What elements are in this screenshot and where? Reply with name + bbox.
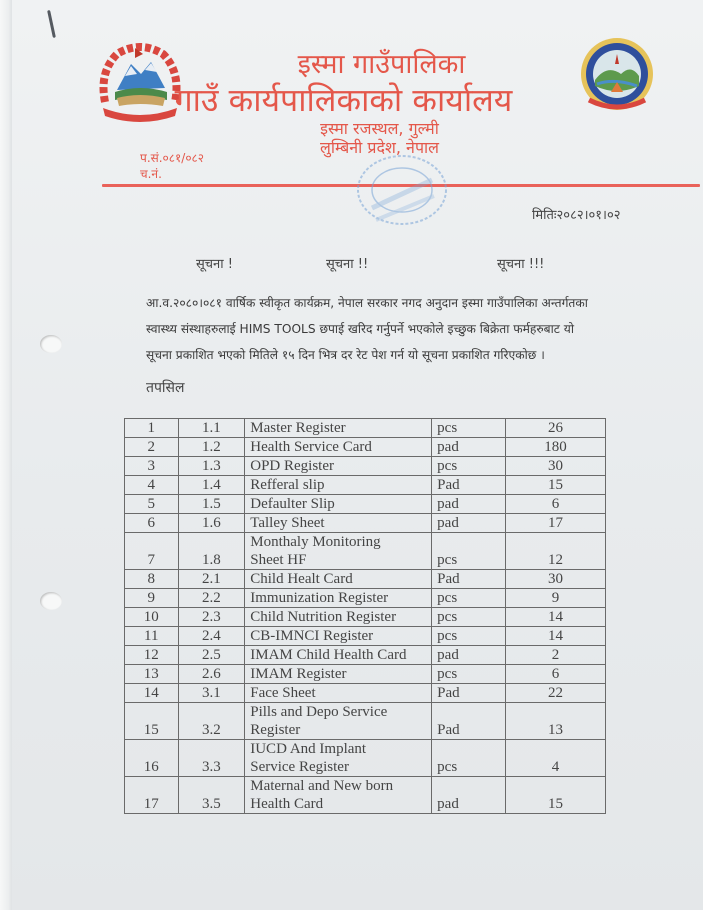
item-code-cell: 1.2 bbox=[178, 438, 245, 457]
quantity-cell: 30 bbox=[505, 457, 605, 476]
item-name-line: IMAM Register bbox=[250, 666, 347, 682]
unit-cell: pcs bbox=[432, 457, 506, 476]
item-code-cell: 3.1 bbox=[178, 684, 245, 703]
unit-cell: Pad bbox=[432, 703, 506, 740]
quantity-cell: 13 bbox=[505, 703, 605, 740]
quantity-cell: 6 bbox=[505, 495, 605, 514]
notice-body-line: सूचना प्रकाशित भएको मितिले १५ दिन भित्र दर रेट पेश गर्न यो सूचना प्रकाशित गरिएकोछ । bbox=[146, 348, 545, 362]
office-stamp-icon bbox=[352, 150, 452, 238]
annex-label: तपसिल bbox=[146, 380, 185, 396]
item-name-line: Child Healt Card bbox=[250, 571, 353, 587]
quantity-cell: 14 bbox=[505, 627, 605, 646]
unit-cell: pad bbox=[432, 777, 506, 814]
item-code-cell: 2.3 bbox=[178, 608, 245, 627]
table-row bbox=[125, 589, 606, 608]
item-name-cell bbox=[245, 438, 432, 457]
item-name-line: Talley Sheet bbox=[250, 515, 325, 531]
serial-number-cell: 12 bbox=[125, 646, 179, 665]
item-name-cell bbox=[245, 589, 432, 608]
item-name-line: Maternal and New born bbox=[250, 778, 394, 794]
item-name-cell bbox=[245, 703, 432, 740]
quantity-cell: 17 bbox=[505, 514, 605, 533]
item-name-cell bbox=[245, 646, 432, 665]
quantity-cell: 30 bbox=[505, 570, 605, 589]
item-name-cell bbox=[245, 495, 432, 514]
item-code-cell: 2.2 bbox=[178, 589, 245, 608]
unit-cell: pcs bbox=[432, 608, 506, 627]
serial-number-cell: 16 bbox=[125, 740, 179, 777]
table-row bbox=[125, 438, 606, 457]
table-row bbox=[125, 777, 606, 814]
serial-number-cell: 1 bbox=[125, 419, 179, 438]
item-code-cell: 2.5 bbox=[178, 646, 245, 665]
quantity-cell: 14 bbox=[505, 608, 605, 627]
unit-cell: pad bbox=[432, 495, 506, 514]
serial-number-cell: 11 bbox=[125, 627, 179, 646]
table-row bbox=[125, 627, 606, 646]
unit-cell: pcs bbox=[432, 740, 506, 777]
table-row bbox=[125, 684, 606, 703]
item-name-line: Health Service Card bbox=[250, 439, 372, 455]
item-code-cell: 3.2 bbox=[178, 703, 245, 740]
item-name-cell bbox=[245, 627, 432, 646]
item-name-cell bbox=[245, 457, 432, 476]
item-code-cell: 1.1 bbox=[178, 419, 245, 438]
table-row bbox=[125, 570, 606, 589]
unit-cell: Pad bbox=[432, 684, 506, 703]
page-edge bbox=[0, 0, 12, 910]
item-name-line: Face Sheet bbox=[250, 685, 316, 701]
serial-number-cell: 10 bbox=[125, 608, 179, 627]
address-line-1: इस्मा रजस्थल, गुल्मी bbox=[320, 119, 439, 138]
item-name-line: OPD Register bbox=[250, 458, 334, 474]
quantity-cell: 2 bbox=[505, 646, 605, 665]
unit-cell: pcs bbox=[432, 665, 506, 684]
serial-number-cell: 7 bbox=[125, 533, 179, 570]
quantity-cell: 12 bbox=[505, 533, 605, 570]
quantity-cell: 4 bbox=[505, 740, 605, 777]
quantity-cell: 6 bbox=[505, 665, 605, 684]
quantity-cell: 26 bbox=[505, 419, 605, 438]
table-row bbox=[125, 740, 606, 777]
unit-cell: Pad bbox=[432, 476, 506, 495]
serial-number-cell: 13 bbox=[125, 665, 179, 684]
item-name-line: Monthaly Monitoring bbox=[250, 534, 381, 550]
notice-heading-3: सूचना !!! bbox=[497, 257, 545, 272]
item-name-line: Sheet HF bbox=[250, 552, 307, 568]
municipality-name: इस्मा गाउँपालिका bbox=[297, 49, 466, 80]
unit-cell: pad bbox=[432, 646, 506, 665]
table-row bbox=[125, 608, 606, 627]
notice-body-line: आ.व.२०८०।०८१ वार्षिक स्वीकृत कार्यक्रम, नेपाल सरकार नगद अनुदान इस्मा गाउँपालिका अन्तर्गतका bbox=[146, 296, 588, 310]
serial-number-cell: 9 bbox=[125, 589, 179, 608]
notice-heading-2: सूचना !! bbox=[326, 257, 369, 272]
table-row bbox=[125, 646, 606, 665]
item-name-line: Health Card bbox=[250, 796, 324, 812]
item-name-cell bbox=[245, 665, 432, 684]
item-name-line: CB-IMNCI Register bbox=[250, 628, 374, 644]
serial-number-cell: 5 bbox=[125, 495, 179, 514]
item-name-line: Pills and Depo Service bbox=[250, 704, 388, 720]
item-code-cell: 3.3 bbox=[178, 740, 245, 777]
item-name-line: Master Register bbox=[250, 420, 346, 436]
quantity-cell: 22 bbox=[505, 684, 605, 703]
quantity-cell: 15 bbox=[505, 476, 605, 495]
unit-cell: pcs bbox=[432, 419, 506, 438]
unit-cell: pad bbox=[432, 514, 506, 533]
serial-number-cell: 17 bbox=[125, 777, 179, 814]
table-row bbox=[125, 665, 606, 684]
serial-number-cell: 3 bbox=[125, 457, 179, 476]
item-name-line: Service Register bbox=[250, 759, 349, 775]
item-name-line: IUCD And Implant bbox=[250, 741, 367, 757]
notice-heading-1: सूचना ! bbox=[196, 257, 233, 272]
staple-mark bbox=[47, 10, 56, 38]
notice-body bbox=[146, 290, 666, 368]
item-code-cell: 2.6 bbox=[178, 665, 245, 684]
item-name-cell bbox=[245, 514, 432, 533]
item-code-cell: 1.4 bbox=[178, 476, 245, 495]
item-name-line: Immunization Register bbox=[250, 590, 389, 606]
item-code-cell: 1.3 bbox=[178, 457, 245, 476]
item-code-cell: 3.5 bbox=[178, 777, 245, 814]
table-row bbox=[125, 495, 606, 514]
quantity-cell: 15 bbox=[505, 777, 605, 814]
table-row bbox=[125, 514, 606, 533]
serial-number-cell: 14 bbox=[125, 684, 179, 703]
item-name-cell bbox=[245, 533, 432, 570]
table-row bbox=[125, 476, 606, 495]
serial-number-cell: 4 bbox=[125, 476, 179, 495]
item-name-line: IMAM Child Health Card bbox=[250, 647, 407, 663]
unit-cell: pcs bbox=[432, 627, 506, 646]
item-name-cell bbox=[245, 476, 432, 495]
unit-cell: pcs bbox=[432, 533, 506, 570]
item-name-cell bbox=[245, 684, 432, 703]
serial-number-cell: 6 bbox=[125, 514, 179, 533]
serial-number-cell: 15 bbox=[125, 703, 179, 740]
item-code-cell: 2.1 bbox=[178, 570, 245, 589]
quantity-cell: 9 bbox=[505, 589, 605, 608]
item-name-cell bbox=[245, 740, 432, 777]
unit-cell: pad bbox=[432, 438, 506, 457]
notice-body-line: स्वास्थ्य संस्थाहरुलाई HIMS TOOLS छपाई खरिद गर्नुपर्ने भएकोले इच्छुक बिक्रेता फर्महरुबाट यो bbox=[146, 322, 575, 336]
unit-cell: pcs bbox=[432, 589, 506, 608]
items-table-body bbox=[125, 419, 606, 814]
table-row bbox=[125, 533, 606, 570]
dispatch-number: च.नं. bbox=[140, 167, 162, 181]
item-name-cell bbox=[245, 570, 432, 589]
reference-block bbox=[140, 150, 204, 182]
serial-number-cell: 8 bbox=[125, 570, 179, 589]
item-name-line: Refferal slip bbox=[250, 477, 325, 493]
reference-fiscal-year: प.सं.०८१/०८२ bbox=[140, 151, 205, 165]
table-row bbox=[125, 703, 606, 740]
item-name-line: Child Nutrition Register bbox=[250, 609, 397, 625]
item-code-cell: 1.8 bbox=[178, 533, 245, 570]
notice-date: मितिः२०८२।०१।०२ bbox=[532, 208, 621, 223]
items-table bbox=[124, 418, 606, 814]
item-code-cell: 1.6 bbox=[178, 514, 245, 533]
punch-hole bbox=[40, 335, 62, 353]
table-row bbox=[125, 419, 606, 438]
item-name-cell bbox=[245, 608, 432, 627]
unit-cell: Pad bbox=[432, 570, 506, 589]
quantity-cell: 180 bbox=[505, 438, 605, 457]
item-name-cell bbox=[245, 419, 432, 438]
address-line-2: लुम्बिनी प्रदेश, नेपाल bbox=[319, 138, 440, 157]
item-name-cell bbox=[245, 777, 432, 814]
serial-number-cell: 2 bbox=[125, 438, 179, 457]
punch-hole bbox=[40, 592, 62, 610]
table-row bbox=[125, 457, 606, 476]
office-name: गाउँ कार्यपालिकाको कार्यालय bbox=[174, 81, 513, 119]
item-name-line: Defaulter Slip bbox=[250, 496, 335, 512]
item-code-cell: 1.5 bbox=[178, 495, 245, 514]
item-code-cell: 2.4 bbox=[178, 627, 245, 646]
item-name-line: Register bbox=[250, 722, 301, 738]
